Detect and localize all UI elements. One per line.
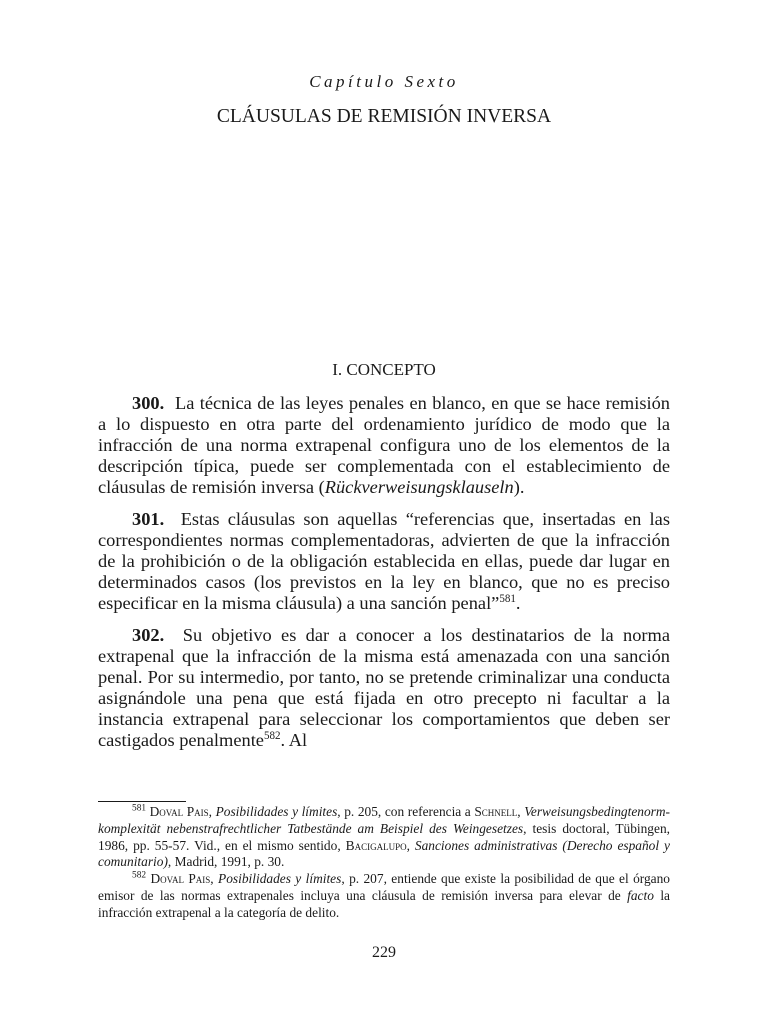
section-heading: I. CONCEPTO (332, 360, 436, 379)
footnote-text: , Madrid, 1991, p. 30. (167, 854, 285, 870)
footnote-work: Verweisungsbedingtenorm-komplexität nebenstrafrechtlicher Tatbestände am Beispiel des Weingesetzes (98, 804, 670, 836)
paragraph-text: Estas cláusulas son aquellas “referencias que, insertadas en las correspondientes normas complementadoras, advierten de que la infracción de la prohibición o de la obligación establecida en ellas, puede dar lugar en determinados casos (los previstos en la ley en blanco, que no es preciso especificar en la misma cláusula) a una sanción penal” (98, 509, 670, 613)
paragraph-302 (98, 625, 670, 751)
footnote-ref-582[interactable]: 582 (263, 729, 281, 742)
paragraph-301 (98, 509, 670, 614)
footnote-work: Posibilidades y límites (218, 871, 342, 887)
footnote-text: , p. 207, entiende que existe la posibilidad de que el órgano emisor de las normas extrapenales incluya una cláusula de remisión inversa para elevar de (98, 871, 671, 903)
footnote-separator: , (517, 804, 525, 819)
paragraph-tail: . Al (280, 730, 308, 750)
chapter-title: CLÁUSULAS DE REMISIÓN INVERSA (216, 106, 552, 127)
footnote-ref-581[interactable]: 581 (499, 592, 516, 605)
paragraph-number: 301. (132, 509, 165, 529)
footnote-number: 581 (132, 803, 147, 814)
footnote-text: , tesis doctoral, Tübingen, 1986, pp. 55-57. Vid., en el mismo sentido, (98, 820, 670, 853)
footnote-author: Schnell (474, 804, 518, 819)
footnote-author: Bacigalupo (345, 837, 407, 853)
footnote-work: Sanciones administrativas (Derecho español y comunitario) (98, 837, 670, 870)
footnotes (98, 804, 670, 922)
paragraph-italic: Rückverweisungsklauseln (324, 477, 514, 497)
body-text (98, 393, 670, 762)
footnote-divider (98, 801, 186, 802)
footnote-italic: facto (627, 887, 654, 903)
footnote-separator: , (208, 804, 216, 819)
footnote-581 (98, 804, 670, 871)
footnote-author: Doval Pais (150, 871, 211, 887)
paragraph-number: 302. (132, 625, 165, 645)
paragraph-300 (98, 393, 670, 498)
chapter-label: Capítulo Sexto (309, 72, 459, 91)
footnote-582 (98, 871, 670, 921)
footnote-separator: , (406, 837, 415, 853)
footnote-work: Posibilidades y límites (215, 804, 338, 819)
paragraph-number: 300. (132, 393, 165, 413)
footnote-author: Doval Pais (149, 804, 209, 819)
footnote-text: , p. 205, con referencia a (337, 804, 475, 819)
paragraph-tail: ). (513, 477, 525, 497)
paragraph-text: Su objetivo es dar a conocer a los destinatarios de la norma extrapenal que la infracción de la misma está amenazada con una sanción penal. Por su intermedio, por tanto, no se pretende criminalizar una conducta asignándole una pena que está fijada en otro precepto ni facultar a la instancia extrapenal para seleccionar los comportamientos que deben ser castigados penalmente (98, 625, 670, 750)
paragraph-tail: . (515, 593, 521, 613)
footnote-number: 582 (132, 870, 147, 881)
footnote-separator: , (210, 871, 219, 887)
footnote-text: la infracción extrapenal a la categoría de delito. (98, 887, 670, 920)
paragraph-text: La técnica de las leyes penales en blanco, en que se hace remisión a lo dispuesto en otra parte del ordenamiento jurídico de modo que la infracción de una norma extrapenal configura uno de los elementos de la descripción típica, puede ser complementada con el establecimiento de cláusulas de remisión inversa ( (98, 393, 670, 497)
page-number: 229 (372, 944, 396, 961)
